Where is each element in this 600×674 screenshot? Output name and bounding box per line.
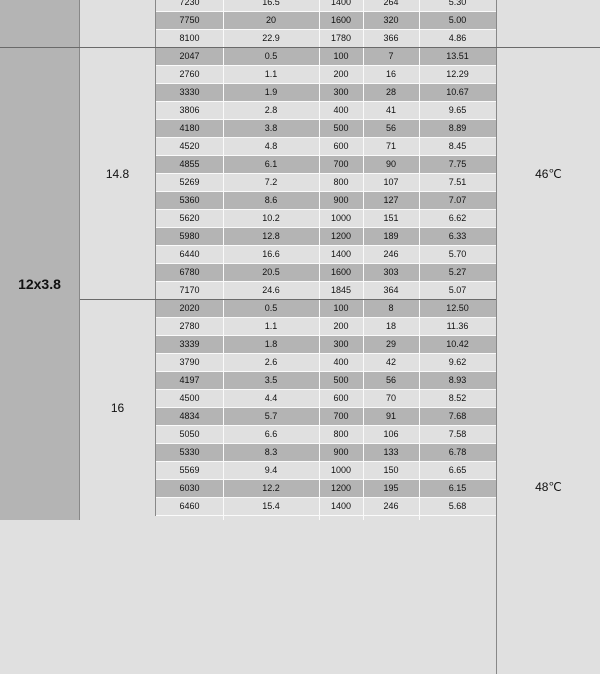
table-cell: 0.5	[264, 303, 278, 313]
table-cell: 366	[383, 33, 399, 43]
table-cell: 6780	[179, 267, 200, 277]
table-cell: 6.62	[448, 213, 467, 223]
table-cell: 400	[333, 357, 349, 367]
table-cell: 3.8	[264, 123, 278, 133]
table-cell: 1845	[330, 285, 352, 295]
table-cell: 127	[383, 195, 399, 205]
left-size-label: 12x3.8	[0, 48, 80, 520]
table-cell: 11.36	[446, 321, 469, 331]
left-block-top	[0, 0, 80, 48]
table-cell: 4834	[179, 411, 200, 421]
table-cell: 28	[385, 87, 396, 97]
table-cell: 6.6	[264, 429, 278, 439]
table-cell: 7230	[179, 0, 200, 7]
table-cell: 0.5	[264, 51, 278, 61]
table-cell: 6460	[179, 501, 200, 511]
table-cell: 9.62	[448, 357, 467, 367]
table-cell: 400	[333, 105, 349, 115]
table-cell: 8.6	[264, 195, 278, 205]
table-cell: 18	[385, 321, 396, 331]
table-row	[156, 138, 496, 156]
table-cell: 6.33	[448, 231, 467, 241]
table-cell: 10.2	[262, 213, 280, 223]
table-cell: 1400	[330, 0, 352, 7]
table-cell: 600	[333, 141, 349, 151]
table-cell: 107	[383, 177, 399, 187]
table-cell: 12.2	[262, 483, 280, 493]
table-row	[156, 120, 496, 138]
table-cell: 1.9	[264, 87, 278, 97]
table-cell: 4.86	[448, 33, 467, 43]
table-cell: 900	[333, 447, 349, 457]
table-row	[156, 408, 496, 426]
table-row	[156, 336, 496, 354]
table-cell: 3330	[179, 87, 200, 97]
table-cell: 70	[385, 393, 396, 403]
table-cell: 300	[333, 87, 349, 97]
table-cell: 246	[383, 501, 399, 511]
table-row	[156, 156, 496, 174]
table-row	[156, 12, 496, 30]
table-cell: 15.4	[262, 501, 280, 511]
table-cell: 42	[385, 357, 396, 367]
table-cell: 303	[383, 267, 399, 277]
table-cell: 700	[333, 159, 349, 169]
table-cell: 16.6	[262, 249, 280, 259]
table-cell: 8.52	[448, 393, 467, 403]
table-cell: 9.4	[264, 465, 278, 475]
table-cell: 133	[383, 447, 399, 457]
table-cell: 189	[383, 231, 399, 241]
table-cell: 7.2	[264, 177, 278, 187]
table-cell: 2020	[179, 303, 200, 313]
table-cell: 5980	[179, 231, 200, 241]
table-cell: 200	[333, 69, 349, 79]
table-cell: 56	[385, 123, 396, 133]
table-cell: 7170	[179, 285, 200, 295]
table-cell: 2047	[179, 51, 200, 61]
table-cell: 4.8	[264, 141, 278, 151]
group-temp-cell: 46℃	[496, 48, 600, 300]
table-cell: 5.68	[448, 501, 467, 511]
table-row	[156, 318, 496, 336]
table-cell: 5360	[179, 195, 200, 205]
table-cell: 71	[385, 141, 396, 151]
table-cell: 3790	[179, 357, 200, 367]
table-cell: 2.8	[264, 105, 278, 115]
table-cell: 320	[383, 15, 399, 25]
table-cell: 1400	[330, 501, 352, 511]
table-cell: 9.65	[448, 105, 467, 115]
table-cell: 5.7	[264, 411, 278, 421]
group-divider	[0, 47, 600, 48]
table-cell: 195	[383, 483, 399, 493]
table-row	[156, 246, 496, 264]
table-row	[156, 228, 496, 246]
table-cell: 246	[383, 249, 399, 259]
table-cell: 800	[333, 429, 349, 439]
table-cell: 2.6	[264, 357, 278, 367]
table-cell: 1200	[330, 483, 352, 493]
table-cell: 20	[265, 15, 276, 25]
table-row	[156, 210, 496, 228]
table-cell: 4855	[179, 159, 200, 169]
table-cell: 7.75	[448, 159, 467, 169]
column-divider	[363, 0, 364, 520]
table-cell: 1000	[330, 465, 352, 475]
table-row	[156, 480, 496, 498]
table-cell: 1400	[330, 249, 352, 259]
table-cell: 8.89	[448, 123, 467, 133]
table-cell: 106	[383, 429, 399, 439]
table-cell: 700	[333, 411, 349, 421]
group-temp-cell: 48℃	[496, 300, 600, 674]
group-value-cell: 16	[80, 300, 156, 516]
table-row	[156, 300, 496, 318]
table-cell: 4180	[179, 123, 200, 133]
table-cell: 5.27	[448, 267, 467, 277]
table-cell: 1.8	[264, 339, 278, 349]
table-cell: 10.42	[446, 339, 469, 349]
table-cell: 5.00	[448, 15, 467, 25]
table-cell: 16.5	[262, 0, 280, 7]
table-cell: 91	[385, 411, 396, 421]
table-cell: 200	[333, 321, 349, 331]
table-cell: 4520	[179, 141, 200, 151]
table-cell: 8100	[179, 33, 200, 43]
table-cell: 5569	[179, 465, 200, 475]
table-cell: 90	[385, 159, 396, 169]
table-cell: 900	[333, 195, 349, 205]
table-cell: 41	[385, 105, 396, 115]
table-row	[156, 462, 496, 480]
table-cell: 3806	[179, 105, 200, 115]
table-cell: 5.70	[448, 249, 467, 259]
table-cell: 7750	[179, 15, 200, 25]
table-cell: 1.1	[264, 321, 278, 331]
table-cell: 4500	[179, 393, 200, 403]
table-cell: 29	[385, 339, 396, 349]
table-cell: 1780	[330, 33, 352, 43]
table-cell: 2780	[179, 321, 200, 331]
table-cell: 600	[333, 393, 349, 403]
table-cell: 500	[333, 123, 349, 133]
table-cell: 24.6	[262, 285, 280, 295]
table-cell: 12.8	[262, 231, 280, 241]
table-cell: 8.45	[448, 141, 467, 151]
table-cell: 3.5	[264, 375, 278, 385]
table-cell: 5269	[179, 177, 200, 187]
table-cell: 13.51	[446, 51, 469, 61]
table-cell: 7	[388, 51, 394, 61]
table-row	[156, 372, 496, 390]
table-row	[156, 192, 496, 210]
table-row	[156, 426, 496, 444]
table-cell: 2760	[179, 69, 200, 79]
table-cell: 100	[333, 51, 349, 61]
table-cell: 5050	[179, 429, 200, 439]
table-cell: 7.68	[448, 411, 467, 421]
table-cell: 8	[388, 303, 394, 313]
group-value-cell: 14.8	[80, 48, 156, 300]
table-cell: 3339	[179, 339, 200, 349]
table-cell: 5.30	[448, 0, 467, 7]
group-divider	[80, 299, 496, 300]
table-cell: 800	[333, 177, 349, 187]
table-cell: 151	[383, 213, 399, 223]
table-cell: 4.4	[264, 393, 278, 403]
table-cell: 264	[383, 0, 399, 7]
column-divider	[319, 0, 320, 520]
group-value-cell	[80, 0, 156, 48]
table-row	[156, 354, 496, 372]
table-cell: 20.5	[262, 267, 280, 277]
table-row	[156, 174, 496, 192]
table-cell: 12.50	[446, 303, 469, 313]
table-cell: 5620	[179, 213, 200, 223]
table-cell: 5330	[179, 447, 200, 457]
table-row	[156, 48, 496, 66]
table-cell: 6.78	[448, 447, 467, 457]
table-row	[156, 0, 496, 12]
table-cell: 1000	[330, 213, 352, 223]
table-cell: 22.9	[262, 33, 280, 43]
table-row	[156, 264, 496, 282]
table-cell: 6030	[179, 483, 200, 493]
table-cell: 300	[333, 339, 349, 349]
table-cell: 6440	[179, 249, 200, 259]
table-cell: 1.1	[264, 69, 278, 79]
table-cell: 7.07	[448, 195, 467, 205]
table-cell: 12.29	[446, 69, 469, 79]
table-cell: 6.65	[448, 465, 467, 475]
table-cell: 8.3	[264, 447, 278, 457]
table-cell: 7.51	[448, 177, 467, 187]
column-divider	[223, 0, 224, 520]
table-row	[156, 282, 496, 300]
group-temp-cell	[496, 0, 600, 48]
table-cell: 1200	[330, 231, 352, 241]
table-cell: 1600	[330, 267, 352, 277]
table-cell: 5.07	[448, 285, 467, 295]
table-cell: 4197	[179, 375, 200, 385]
table-cell: 56	[385, 375, 396, 385]
table-row	[156, 102, 496, 120]
table-cell: 100	[333, 303, 349, 313]
column-divider	[419, 0, 420, 520]
table-row	[156, 498, 496, 516]
table-cell: 16	[385, 69, 396, 79]
table-cell: 500	[333, 375, 349, 385]
table-row	[156, 390, 496, 408]
table-row	[156, 30, 496, 48]
table-cell: 8.93	[448, 375, 467, 385]
table-cell: 7.58	[448, 429, 467, 439]
table-cell: 6.1	[264, 159, 278, 169]
table-row	[156, 444, 496, 462]
table-cell: 1600	[330, 15, 352, 25]
table-row	[156, 84, 496, 102]
table-row	[156, 66, 496, 84]
table-cell: 364	[383, 285, 399, 295]
table-cell: 150	[383, 465, 399, 475]
table-cell: 10.67	[446, 87, 469, 97]
table-cell: 6.15	[448, 483, 467, 493]
